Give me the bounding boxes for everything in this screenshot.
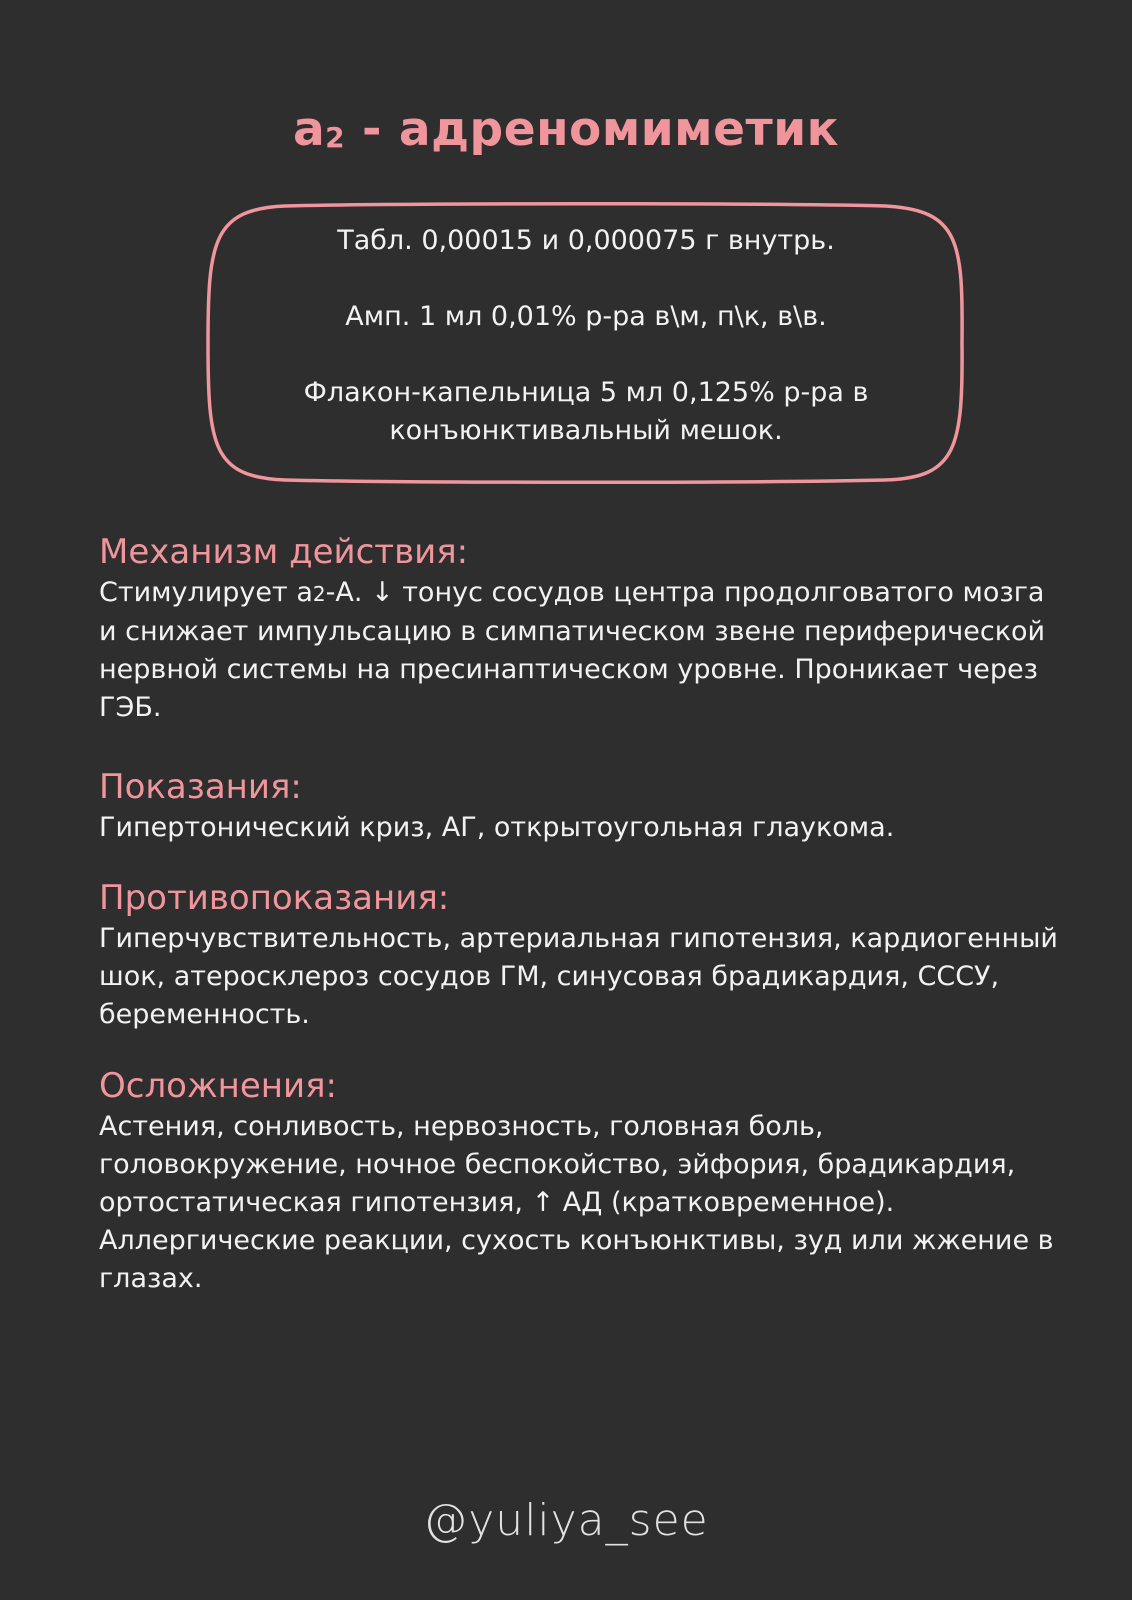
contraindications-section (99, 876, 1059, 1034)
mechanism-heading: Механизм действия: (99, 532, 469, 572)
mechanism-text (99, 574, 1059, 727)
form-ampoules: Амп. 1 мл 0,01% р-ра в\м, п\к, в\в. (345, 301, 827, 332)
mechanism-text-start: Стимулирует а (99, 577, 313, 608)
indications-text: Гипертонический криз, АГ, открытоугольная глаукома. (99, 812, 895, 843)
dosage-forms-box (205, 202, 967, 484)
title-rest: - адреномиметик (345, 102, 840, 157)
indications-heading: Показания: (99, 767, 302, 807)
title-subscript: 2 (325, 121, 346, 154)
form-tablets: Табл. 0,00015 и 0,000075 г внутрь. (337, 225, 835, 256)
title-prefix: а (292, 102, 326, 157)
indications-section (99, 765, 1059, 847)
author-handle: @yuliya_see (423, 1495, 709, 1546)
dosage-forms-list (205, 222, 967, 450)
complications-text: Астения, сонливость, нервозность, головная боль, головокружение, ночное беспокойство, эйфория, брадикардия, ортостатическая гипотензия, ↑ АД (кратковременное). Аллергические реакции, сухость конъюнктивы, зуд или жжение в глазах. (99, 1111, 1054, 1294)
contraindications-text: Гиперчувствительность, артериальная гипотензия, кардиогенный шок, атеросклероз сосудов ГМ, синусовая брадикардия, СССУ, беременность. (99, 923, 1058, 1030)
mechanism-text-rest: -А. ↓ тонус сосудов центра продолговатого мозга и снижает импульсацию в симпатическом звене периферической нервной системы на пресинаптическом уровне. Проникает через ГЭБ. (99, 577, 1046, 723)
form-drops: Флакон-капельница 5 мл 0,125% р-ра в конъюнктивальный мешок. (303, 377, 869, 446)
complications-heading: Осложнения: (99, 1066, 337, 1106)
complications-section (99, 1064, 1059, 1298)
page-title (0, 100, 1132, 166)
mechanism-subscript: 2 (312, 582, 326, 606)
mechanism-section (99, 530, 1059, 727)
contraindications-heading: Противопоказания: (99, 878, 450, 918)
